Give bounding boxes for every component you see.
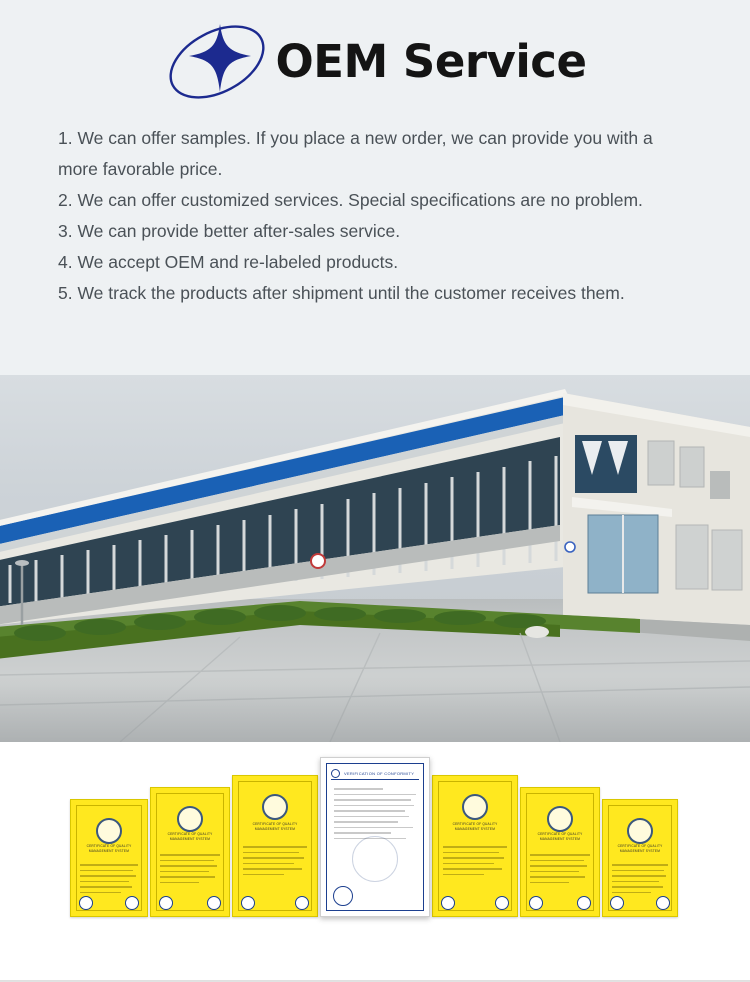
oem-title-row — [0, 0, 750, 105]
certificate-item — [432, 775, 518, 917]
certificate-title: CERTIFICATE OF QUALITY MANAGEMENT SYSTEM — [86, 844, 132, 853]
certificate-item — [70, 799, 148, 917]
oem-service-section — [0, 0, 750, 375]
list-item: 3. We can provide better after-sales service. — [58, 221, 401, 241]
certificate-title: CERTIFICATE OF QUALITY MANAGEMENT SYSTEM — [617, 844, 663, 853]
certificate-item — [602, 799, 678, 917]
list-item: 5. We track the products after shipment until the customer receives them. — [58, 283, 625, 303]
oem-service-list — [0, 105, 750, 309]
certificate-item-verification — [320, 757, 430, 917]
certificates-section — [0, 742, 750, 982]
certificate-title: CERTIFICATE OF QUALITY MANAGEMENT SYSTEM — [537, 832, 583, 841]
page-title: OEM Service — [275, 35, 587, 88]
certificate-item — [520, 787, 600, 917]
certificate-item — [150, 787, 230, 917]
list-item: 1. We can offer samples. If you place a new order, we can provide you with a more favorable price. — [58, 128, 653, 179]
pavement-shading — [0, 675, 750, 742]
certificate-wall — [70, 757, 680, 917]
footer-divider — [0, 980, 750, 981]
certificate-title: CERTIFICATE OF QUALITY MANAGEMENT SYSTEM — [252, 822, 298, 831]
certificate-title: CERTIFICATE OF QUALITY MANAGEMENT SYSTEM — [452, 822, 498, 831]
four-point-star-ellipse-logo-icon — [163, 16, 271, 108]
certificate-title: VERIFICATION OF CONFORMITY — [344, 771, 415, 776]
list-item: 2. We can offer customized services. Special specifications are no problem. — [58, 190, 643, 210]
list-item: 4. We accept OEM and re-labeled products. — [58, 252, 399, 272]
factory-building-photo — [0, 375, 750, 742]
certificate-title: CERTIFICATE OF QUALITY MANAGEMENT SYSTEM — [167, 832, 213, 841]
certificate-item — [232, 775, 318, 917]
